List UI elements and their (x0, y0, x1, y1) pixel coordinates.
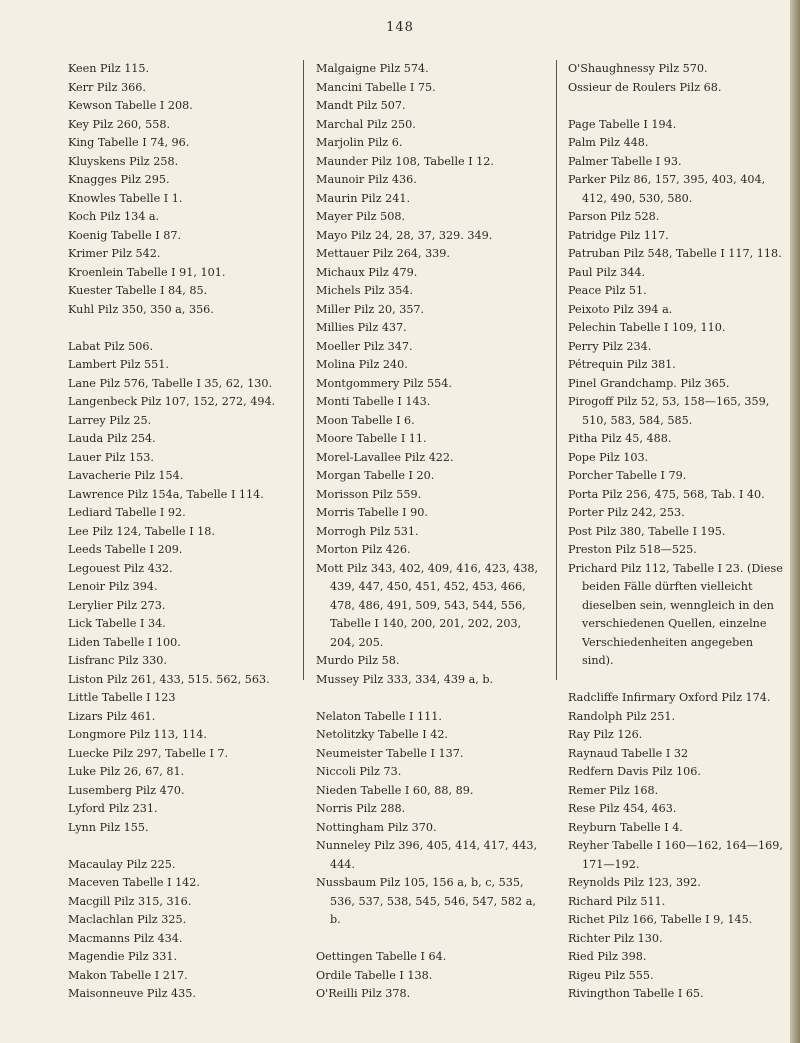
index-column-right (568, 60, 786, 1004)
index-entry: O'Reilli Pilz 378. (316, 987, 411, 1000)
page-number: 148 (386, 20, 414, 35)
index-gap (568, 671, 786, 690)
index-entry: Norris Pilz 288. (316, 802, 406, 815)
index-entry: Longmore Pilz 113, 114. (68, 728, 207, 741)
index-entry: Ried Pilz 398. (568, 950, 647, 963)
index-gap (68, 837, 293, 856)
index-entry: Lynn Pilz 155. (68, 820, 149, 834)
index-entry: Lambert Pilz 551. (68, 358, 169, 371)
index-entry: Michels Pilz 354. (316, 284, 414, 297)
index-entry: Parson Pilz 528. (568, 210, 660, 223)
index-entry: Moon Tabelle I 6. (316, 413, 415, 427)
index-entry: Niccoli Pilz 73. (316, 765, 402, 778)
index-entry: Lawrence Pilz 154a, Tabelle I 114. (68, 487, 264, 501)
index-entry: Reyburn Tabelle I 4. (568, 820, 683, 834)
index-entry: Randolph Pilz 251. (568, 709, 675, 723)
index-entry: Patruban Pilz 548, Tabelle I 117, 118. (568, 247, 782, 260)
index-entry: Parker Pilz 86, 157, 395, 403, 404, 412, 490, 530, 580. (568, 173, 766, 205)
index-entry: Monti Tabelle I 143. (316, 395, 431, 408)
index-entry: Macaulay Pilz 225. (68, 857, 176, 871)
index-gap (316, 930, 546, 949)
index-entry: Ordile Tabelle I 138. (316, 968, 433, 982)
index-entry: O'Shaughnessy Pilz 570. (568, 62, 708, 75)
index-entry: Keen Pilz 115. (68, 62, 150, 75)
index-entry: Mayer Pilz 508. (316, 210, 406, 223)
index-column-middle (316, 60, 546, 1004)
index-entry: Ossieur de Roulers Pilz 68. (568, 80, 722, 94)
index-entry: Morel-Lavallee Pilz 422. (316, 450, 454, 464)
index-entry: Lerylier Pilz 273. (68, 598, 166, 612)
index-entry: Kuester Tabelle I 84, 85. (68, 284, 208, 297)
index-entry: Peace Pilz 51. (568, 284, 647, 297)
index-entry: Porta Pilz 256, 475, 568, Tab. I 40. (568, 487, 765, 501)
index-entry: Moeller Pilz 347. (316, 339, 413, 353)
index-entry: Liden Tabelle I 100. (68, 635, 181, 649)
page-edge (790, 0, 800, 1043)
index-entry: Labat Pilz 506. (68, 339, 154, 353)
index-entry: Patridge Pilz 117. (568, 228, 669, 242)
index-entry: Maisonneuve Pilz 435. (68, 987, 196, 1000)
index-entry: Richet Pilz 166, Tabelle I 9, 145. (568, 913, 753, 926)
index-entry: Rese Pilz 454, 463. (568, 802, 677, 815)
index-entry: Lenoir Pilz 394. (68, 580, 158, 593)
index-entry: Larrey Pilz 25. (68, 413, 152, 427)
index-entry: Liston Pilz 261, 433, 515. 562, 563. (68, 672, 270, 686)
index-gap (68, 319, 293, 338)
index-entry: Palm Pilz 448. (568, 136, 649, 149)
index-entry: Makon Tabelle I 217. (68, 968, 188, 982)
index-entry: Raynaud Tabelle I 32 (568, 746, 689, 760)
index-entry: Perry Pilz 234. (568, 339, 652, 353)
index-entry: Kewson Tabelle I 208. (68, 99, 193, 112)
index-entry: Krimer Pilz 542. (68, 247, 161, 260)
index-entry: Legouest Pilz 432. (68, 561, 173, 575)
index-entry: Little Tabelle I 123 (68, 691, 176, 704)
index-entry: Nunneley Pilz 396, 405, 414, 417, 443, 444. (316, 839, 538, 871)
index-entry: Magendie Pilz 331. (68, 950, 178, 963)
index-entry: Knowles Tabelle I 1. (68, 191, 183, 205)
index-gap (316, 689, 546, 708)
index-entry: Morrogh Pilz 531. (316, 524, 419, 538)
index-entry: Pitha Pilz 45, 488. (568, 432, 672, 445)
index-entry: Richter Pilz 130. (568, 931, 663, 945)
index-gap (568, 97, 786, 116)
index-entry: Nelaton Tabelle I 111. (316, 709, 442, 723)
index-entry: Lick Tabelle I 34. (68, 617, 166, 630)
index-entry: Rivingthon Tabelle I 65. (568, 987, 704, 1000)
index-entry: Maunder Pilz 108, Tabelle I 12. (316, 154, 494, 168)
index-entry: Michaux Pilz 479. (316, 265, 418, 279)
index-entry: Page Tabelle I 194. (568, 117, 677, 131)
index-entry: Porter Pilz 242, 253. (568, 506, 685, 519)
index-entry: Maunoir Pilz 436. (316, 173, 417, 186)
index-entry: Molina Pilz 240. (316, 358, 408, 371)
index-entry: Murdo Pilz 58. (316, 654, 400, 667)
index-entry: Morton Pilz 426. (316, 543, 411, 556)
index-entry: Peixoto Pilz 394 a. (568, 302, 673, 316)
index-entry: Marchal Pilz 250. (316, 117, 416, 131)
index-entry: Miller Pilz 20, 357. (316, 302, 425, 316)
index-entry: Moore Tabelle I 11. (316, 432, 427, 445)
index-entry: Koenig Tabelle I 87. (68, 228, 182, 242)
index-entry: Paul Pilz 344. (568, 265, 646, 279)
index-entry: Lee Pilz 124, Tabelle I 18. (68, 524, 215, 538)
index-entry: Lizars Pilz 461. (68, 709, 156, 723)
index-column-left (68, 60, 293, 1004)
index-entry: Pirogoff Pilz 52, 53, 158—165, 359, 510, 583, 584, 585. (568, 395, 770, 427)
index-entry: Marjolin Pilz 6. (316, 136, 403, 149)
index-entry: Maceven Tabelle I 142. (68, 876, 200, 889)
index-entry: Morisson Pilz 559. (316, 487, 422, 501)
index-entry: Nottingham Pilz 370. (316, 820, 437, 834)
index-entry: Macgill Pilz 315, 316. (68, 894, 192, 908)
column-rule (303, 60, 304, 680)
index-entry: Morgan Tabelle I 20. (316, 469, 435, 482)
index-entry: Remer Pilz 168. (568, 783, 659, 797)
index-entry: Reyher Tabelle I 160—162, 164—169, 171—192. (568, 839, 783, 871)
index-entry: Lusemberg Pilz 470. (68, 783, 185, 797)
index-entry: Radcliffe Infirmary Oxford Pilz 174. (568, 691, 771, 704)
index-entry: Leeds Tabelle I 209. (68, 543, 183, 556)
index-entry: Pinel Grandchamp. Pilz 365. (568, 376, 730, 390)
index-entry: Pelechin Tabelle I 109, 110. (568, 321, 726, 334)
index-entry: Lyford Pilz 231. (68, 802, 158, 815)
index-entry: Millies Pilz 437. (316, 321, 407, 334)
index-entry: Ray Pilz 126. (568, 728, 643, 741)
index-entry: Nussbaum Pilz 105, 156 a, b, c, 535, 536, 537, 538, 545, 546, 547, 582 a, b. (316, 876, 536, 926)
index-entry: Luecke Pilz 297, Tabelle I 7. (68, 746, 229, 760)
index-entry: Neumeister Tabelle I 137. (316, 746, 464, 760)
index-entry: Lavacherie Pilz 154. (68, 469, 184, 482)
index-entry: Lediard Tabelle I 92. (68, 506, 186, 519)
index-entry: Mancini Tabelle I 75. (316, 80, 436, 94)
index-entry: Mettauer Pilz 264, 339. (316, 247, 450, 260)
index-entry: Lauda Pilz 254. (68, 432, 156, 445)
column-rule (556, 60, 557, 680)
index-entry: Rigeu Pilz 555. (568, 968, 654, 982)
index-entry: Redfern Davis Pilz 106. (568, 765, 701, 778)
index-entry: Kuhl Pilz 350, 350 a, 356. (68, 302, 214, 316)
index-entry: Pope Pilz 103. (568, 450, 649, 464)
index-entry: Post Pilz 380, Tabelle I 195. (568, 524, 726, 538)
index-entry: Malgaigne Pilz 574. (316, 62, 429, 75)
index-entry: Macmanns Pilz 434. (68, 931, 183, 945)
index-entry: Lisfranc Pilz 330. (68, 654, 167, 667)
index-entry: Lane Pilz 576, Tabelle I 35, 62, 130. (68, 376, 273, 390)
index-entry: Koch Pilz 134 a. (68, 210, 160, 223)
index-entry: Pétrequin Pilz 381. (568, 358, 676, 371)
index-entry: Knagges Pilz 295. (68, 173, 170, 186)
index-entry: Maurin Pilz 241. (316, 191, 411, 205)
index-entry: Montgommery Pilz 554. (316, 376, 452, 390)
index-entry: Oettingen Tabelle I 64. (316, 950, 447, 963)
index-entry: Prichard Pilz 112, Tabelle I 23. (Diese beiden Fälle dürften vielleicht dieselben sein, wenngleich in den verschiedenen Quellen, einzelne Verschiedenheiten angegeben sind). (568, 561, 783, 667)
index-entry: Richard Pilz 511. (568, 894, 666, 908)
index-entry: Mott Pilz 343, 402, 409, 416, 423, 438, 439, 447, 450, 451, 452, 453, 466, 478, 486, 491, 509, 543, 544, 556, Tabelle I 140, 200, 201, 202, 203, 204, 205. (316, 561, 539, 649)
index-entry: Langenbeck Pilz 107, 152, 272, 494. (68, 395, 276, 408)
index-entry: Kroenlein Tabelle I 91, 101. (68, 265, 226, 279)
index-entry: Palmer Tabelle I 93. (568, 154, 682, 168)
index-entry: Mussey Pilz 333, 334, 439 a, b. (316, 672, 494, 686)
index-entry: Netolitzky Tabelle I 42. (316, 728, 448, 741)
index-entry: Kluyskens Pilz 258. (68, 154, 179, 168)
index-entry: Nieden Tabelle I 60, 88, 89. (316, 783, 474, 797)
index-entry: Mayo Pilz 24, 28, 37, 329. 349. (316, 228, 493, 242)
index-entry: Mandt Pilz 507. (316, 99, 406, 112)
index-entry: Morris Tabelle I 90. (316, 506, 428, 519)
index-entry: King Tabelle I 74, 96. (68, 136, 190, 149)
index-entry: Reynolds Pilz 123, 392. (568, 876, 701, 889)
index-entry: Lauer Pilz 153. (68, 450, 154, 464)
index-entry: Maclachlan Pilz 325. (68, 913, 187, 926)
index-entry: Porcher Tabelle I 79. (568, 469, 687, 482)
index-entry: Preston Pilz 518—525. (568, 543, 697, 556)
index-entry: Kerr Pilz 366. (68, 80, 146, 94)
index-entry: Luke Pilz 26, 67, 81. (68, 765, 185, 778)
index-entry: Key Pilz 260, 558. (68, 117, 171, 131)
